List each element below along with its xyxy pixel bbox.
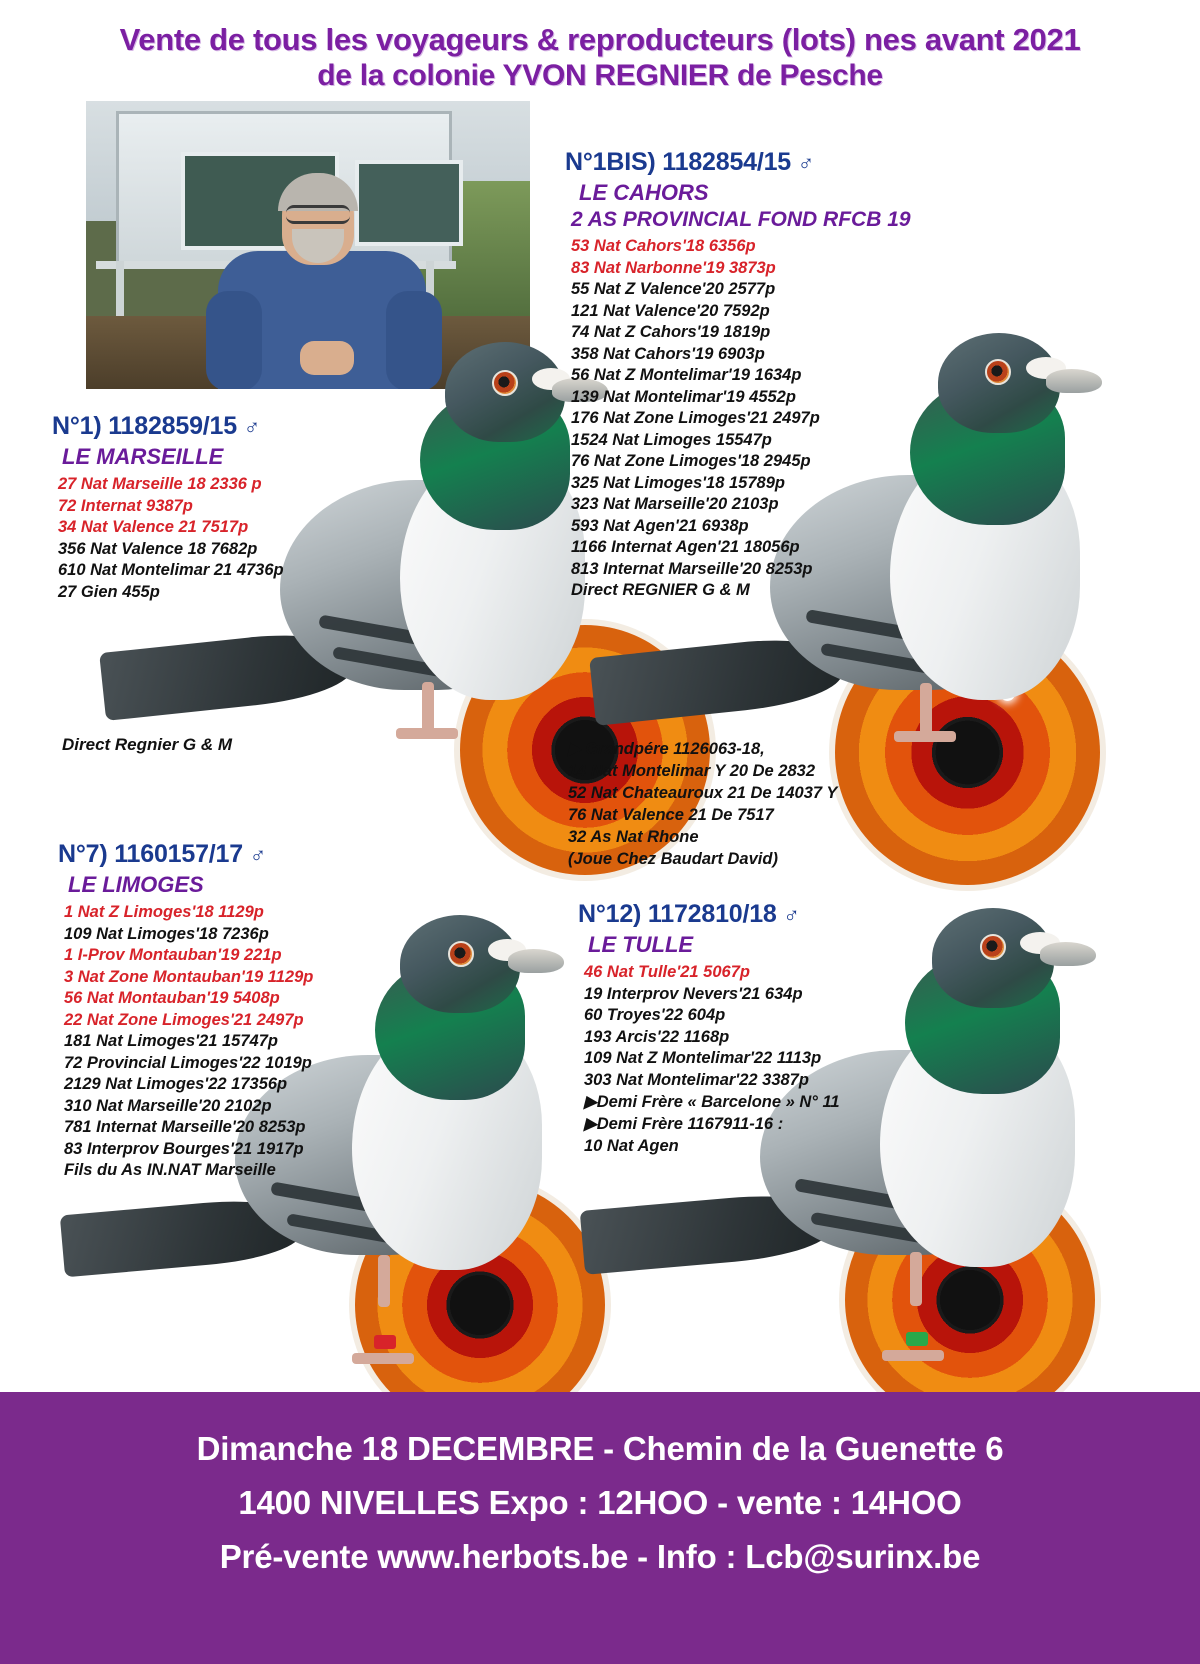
bird-ring-number	[565, 148, 1045, 177]
result-item: Direct REGNIER G & M	[571, 581, 750, 599]
bird-accolade: 2 AS PROVINCIAL FOND RFCB 19	[571, 208, 911, 231]
bird-results-list	[584, 962, 1008, 1091]
photo-post-1	[116, 261, 124, 321]
result-item: 72 Internat 9387p	[58, 496, 193, 515]
result-item: 593 Nat Agen'21 6938p	[571, 516, 749, 535]
pigeon-foot	[396, 728, 458, 739]
result-item: 53 Nat Cahors'18 6356p	[571, 237, 756, 255]
pigeon-foot	[882, 1350, 944, 1361]
male-symbol-icon: ♂	[249, 842, 266, 867]
pedigree-item: ▶ Grandpére 1126063-18,	[568, 740, 765, 758]
result-item: 325 Nat Limoges'18 15789p	[571, 473, 785, 492]
bird-results-list	[64, 902, 478, 1182]
result-item: Fils du As IN.NAT Marseille	[64, 1161, 276, 1179]
pedigree-item: ▶Demi Frère « Barcelone » N° 11	[584, 1093, 840, 1111]
pigeon-beak	[1046, 369, 1102, 393]
result-item: 358 Nat Cahors'19 6903p	[571, 344, 765, 363]
result-item: 1 Nat Z Limoges'18 1129p	[64, 903, 264, 921]
bird-card-12	[578, 900, 1008, 1157]
result-item: 310 Nat Marseille'20 2102p	[64, 1096, 272, 1115]
bird-title-text: N°7) 1160157/17	[58, 840, 243, 868]
bird-card-7	[58, 840, 478, 1182]
result-item: 176 Nat Zone Limoges'21 2497p	[571, 409, 820, 427]
pigeon-leg	[422, 682, 434, 734]
bird-title-text: N°1) 1182859/15	[52, 412, 237, 440]
result-item: 2129 Nat Limoges'22 17356p	[64, 1075, 288, 1093]
result-item: 610 Nat Montelimar 21 4736p	[58, 561, 284, 579]
result-item: 19 Interprov Nevers'21 634p	[584, 984, 803, 1003]
pigeon-leg	[920, 683, 932, 737]
pigeon-beak	[508, 949, 564, 973]
result-item: 27 Nat Marseille 18 2336 p	[58, 475, 262, 493]
bird-nickname: LE LIMOGES	[68, 872, 204, 897]
result-item: 46 Nat Tulle'21 5067p	[584, 963, 750, 981]
bird-nickname: LE CAHORS	[579, 180, 709, 205]
pedigree-note-center	[568, 738, 988, 870]
bird-results-list	[571, 236, 1045, 602]
bird-ring-number	[52, 412, 472, 441]
pigeon-leg-ring	[906, 1332, 928, 1346]
bird-card-1bis	[565, 148, 1045, 602]
result-item: 303 Nat Montelimar'22 3387p	[584, 1070, 809, 1089]
result-item: 1524 Nat Limoges 15547p	[571, 430, 772, 449]
result-item: 356 Nat Valence 18 7682p	[58, 539, 258, 558]
result-item: 109 Nat Z Montelimar'22 1113p	[584, 1049, 822, 1067]
pigeon-foot	[352, 1353, 414, 1364]
pedigree-item: ▶Demi Frère 1167911-16 :	[584, 1115, 784, 1133]
result-item: 139 Nat Montelimar'19 4552p	[571, 387, 796, 406]
pedigree-item: 52 Nat Chateauroux 21 De 14037 Y	[568, 784, 838, 802]
result-item: 56 Nat Z Montelimar'19 1634p	[571, 366, 802, 384]
result-item: 781 Internat Marseille'20 8253p	[64, 1118, 306, 1136]
pigeon-beak	[1040, 942, 1096, 966]
result-item: 76 Nat Zone Limoges'18 2945p	[571, 452, 811, 470]
glasses-icon	[286, 205, 350, 224]
pedigree-item: 76 Nat Valence 21 De 7517	[568, 806, 774, 824]
result-item: 34 Nat Valence 21 7517p	[58, 518, 249, 536]
pigeon-leg	[910, 1252, 922, 1306]
result-item: 193 Arcis'22 1168p	[584, 1027, 730, 1046]
result-item: 323 Nat Marseille'20 2103p	[571, 495, 779, 513]
bird-ring-number	[578, 900, 1008, 929]
pedigree-list	[584, 1091, 1008, 1157]
result-item: 27 Gien 455p	[58, 582, 160, 601]
result-item: 3 Nat Zone Montauban'19 1129p	[64, 967, 314, 986]
result-item: 109 Nat Limoges'18 7236p	[64, 924, 269, 943]
result-item: 83 Interprov Bourges'21 1917p	[64, 1139, 304, 1158]
title-line-1: Vente de tous les voyageurs & reproducteurs (lots) nes avant 2021	[119, 22, 1081, 57]
result-item: 60 Troyes'22 604p	[584, 1006, 726, 1024]
male-symbol-icon: ♂	[243, 414, 260, 439]
footer-line-2: 1400 NIVELLES Expo : 12HOO - vente : 14HOO	[238, 1484, 962, 1521]
result-item: 181 Nat Limoges'21 15747p	[64, 1032, 278, 1050]
pigeon-eye	[492, 370, 518, 396]
bird-card-1	[52, 412, 472, 603]
result-item: 121 Nat Valence'20 7592p	[571, 301, 770, 320]
pedigree-item: 14 Nat Montelimar Y 20 De 2832	[568, 762, 816, 780]
result-item: 22 Nat Zone Limoges'21 2497p	[64, 1010, 304, 1029]
bird-title-text: N°1BIS) 1182854/15	[565, 148, 792, 176]
result-item: 1166 Internat Agen'21 18056p	[571, 538, 800, 556]
result-item: 1 I-Prov Montauban'19 221p	[64, 946, 282, 964]
male-symbol-icon: ♂	[783, 902, 800, 927]
result-item: 72 Provincial Limoges'22 1019p	[64, 1053, 312, 1072]
pedigree-item: 10 Nat Agen	[584, 1137, 679, 1155]
result-item: 74 Nat Z Cahors'19 1819p	[571, 323, 771, 341]
footer-line-1: Dimanche 18 DECEMBRE - Chemin de la Guenette 6	[196, 1430, 1004, 1467]
bird-title-text: N°12) 1172810/18	[578, 900, 777, 928]
result-item: 813 Internat Marseille'20 8253p	[571, 559, 813, 578]
bird-nickname: LE TULLE	[588, 932, 694, 957]
pedigree-item: 32 As Nat Rhone	[568, 828, 699, 846]
pigeon-leg-ring	[374, 1335, 396, 1349]
footer-line-3[interactable]: Pré-vente www.herbots.be - Info : Lcb@surinx.be	[219, 1538, 981, 1575]
pedigree-list	[568, 738, 988, 870]
result-item: 55 Nat Z Valence'20 2577p	[571, 280, 776, 298]
bird-results-list	[58, 474, 472, 603]
result-item: 83 Nat Narbonne'19 3873p	[571, 258, 776, 277]
page-title	[0, 22, 1200, 94]
title-line-2: de la colonie YVON REGNIER de Pesche	[317, 59, 883, 92]
bird-ring-number	[58, 840, 478, 869]
result-item: 56 Nat Montauban'19 5408p	[64, 989, 280, 1007]
pedigree-item: (Joue Chez Baudart David)	[568, 850, 778, 868]
event-footer	[0, 1392, 1200, 1664]
photo-loft-window-right	[355, 160, 463, 246]
pigeon-leg	[378, 1255, 390, 1307]
male-symbol-icon: ♂	[797, 150, 815, 175]
bird-1-origin-note: Direct Regnier G & M	[62, 735, 233, 754]
bird-nickname: LE MARSEILLE	[62, 444, 224, 469]
